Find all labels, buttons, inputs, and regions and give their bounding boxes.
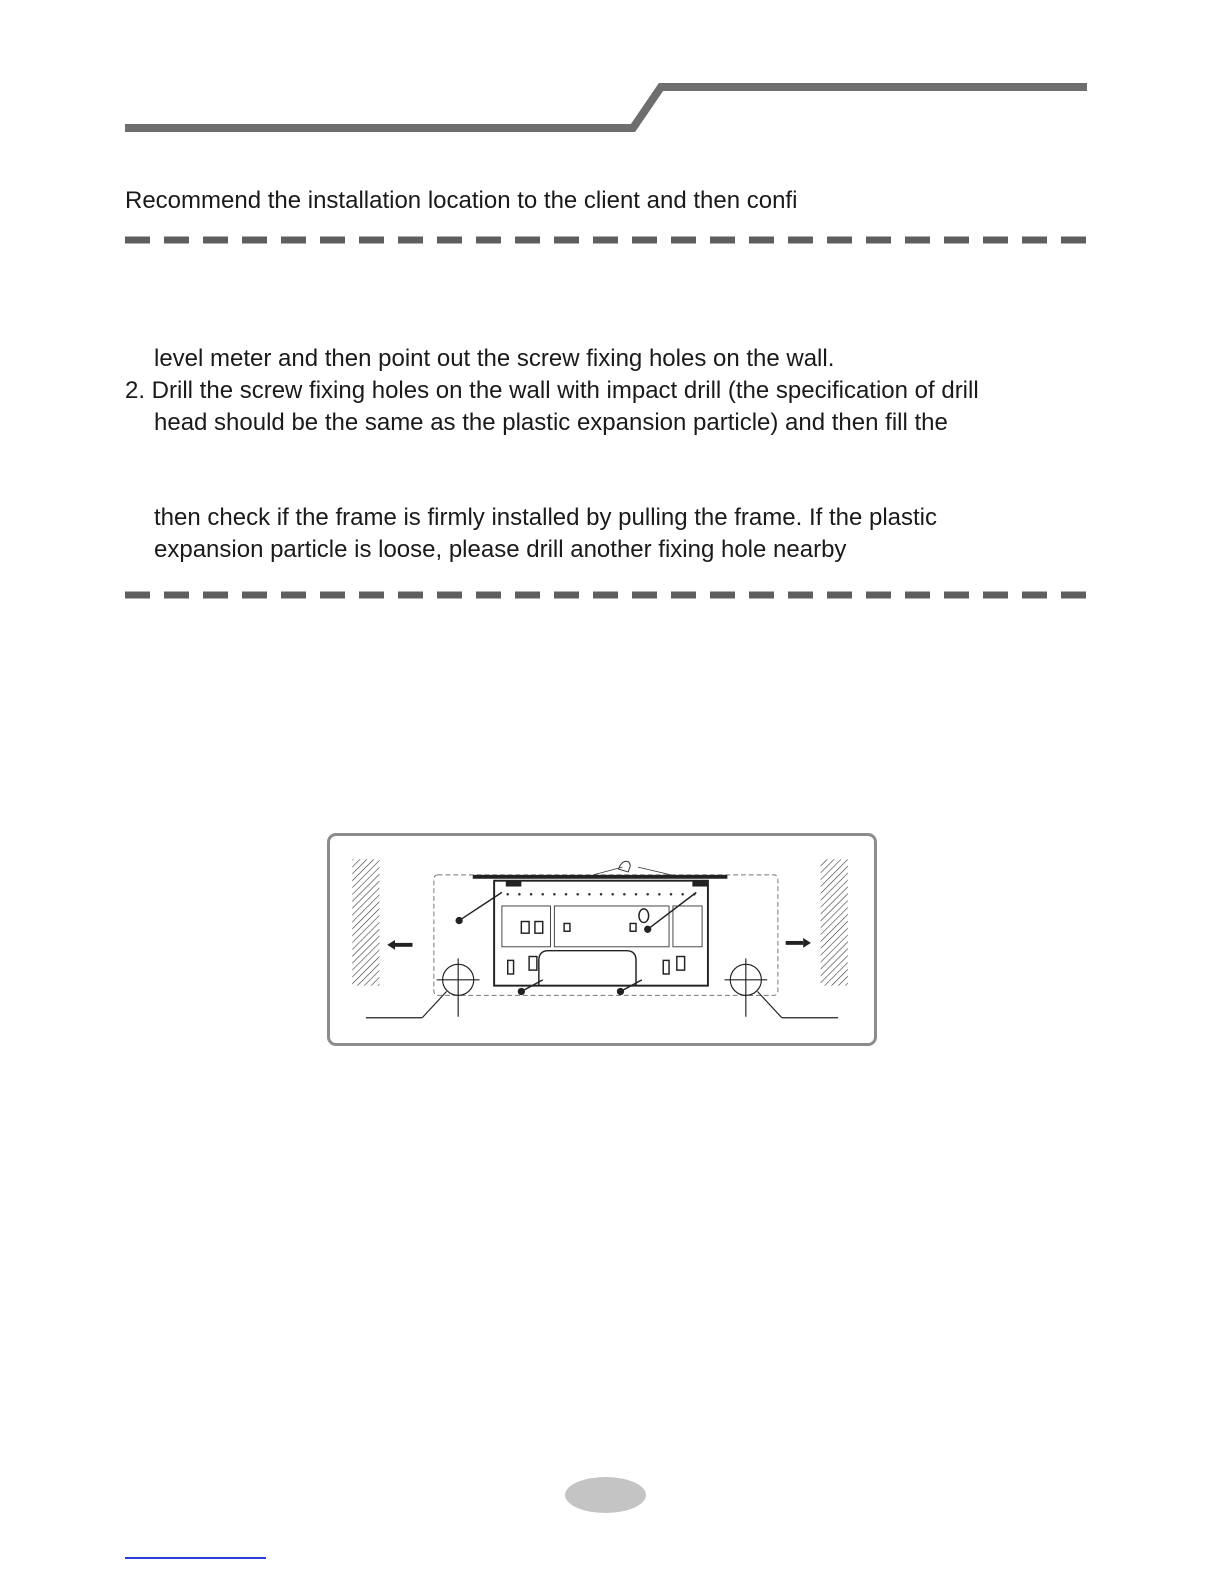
arrow-left-icon <box>387 940 412 950</box>
left-wall-hatch <box>352 859 379 985</box>
step-2-continuation: head should be the same as the plastic expansion particle) and then fill the <box>154 409 948 436</box>
right-wall-hatch <box>821 859 848 985</box>
level-meter <box>473 875 728 879</box>
mounting-plate-diagram <box>327 833 877 1046</box>
dashed-divider-bottom <box>125 591 1087 599</box>
step-1-continuation: level meter and then point out the screw fixing holes on the wall. <box>154 345 835 372</box>
footer-link-underline[interactable] <box>125 1557 266 1559</box>
unit-outline-dashed <box>434 875 778 996</box>
intro-text: Recommend the installation location to the client and then confi <box>125 187 798 214</box>
hand-icon <box>593 861 671 875</box>
step-3-continuation-2: expansion particle is loose, please drill another fixing hole nearby <box>154 536 847 563</box>
step-2-text: 2. Drill the screw fixing holes on the wall with impact drill (the specification of drill <box>125 377 979 404</box>
arrow-right-icon <box>786 938 811 948</box>
mounting-plate <box>494 881 708 986</box>
pipe-hole-left <box>366 958 480 1017</box>
header-rule <box>0 0 1224 150</box>
screw-icon <box>456 892 696 994</box>
page-number-badge <box>565 1477 646 1513</box>
mounting-plate-illustration <box>330 836 874 1043</box>
step-3-continuation: then check if the frame is firmly installed by pulling the frame. If the plastic <box>154 504 938 531</box>
dashed-divider-top <box>125 236 1087 244</box>
